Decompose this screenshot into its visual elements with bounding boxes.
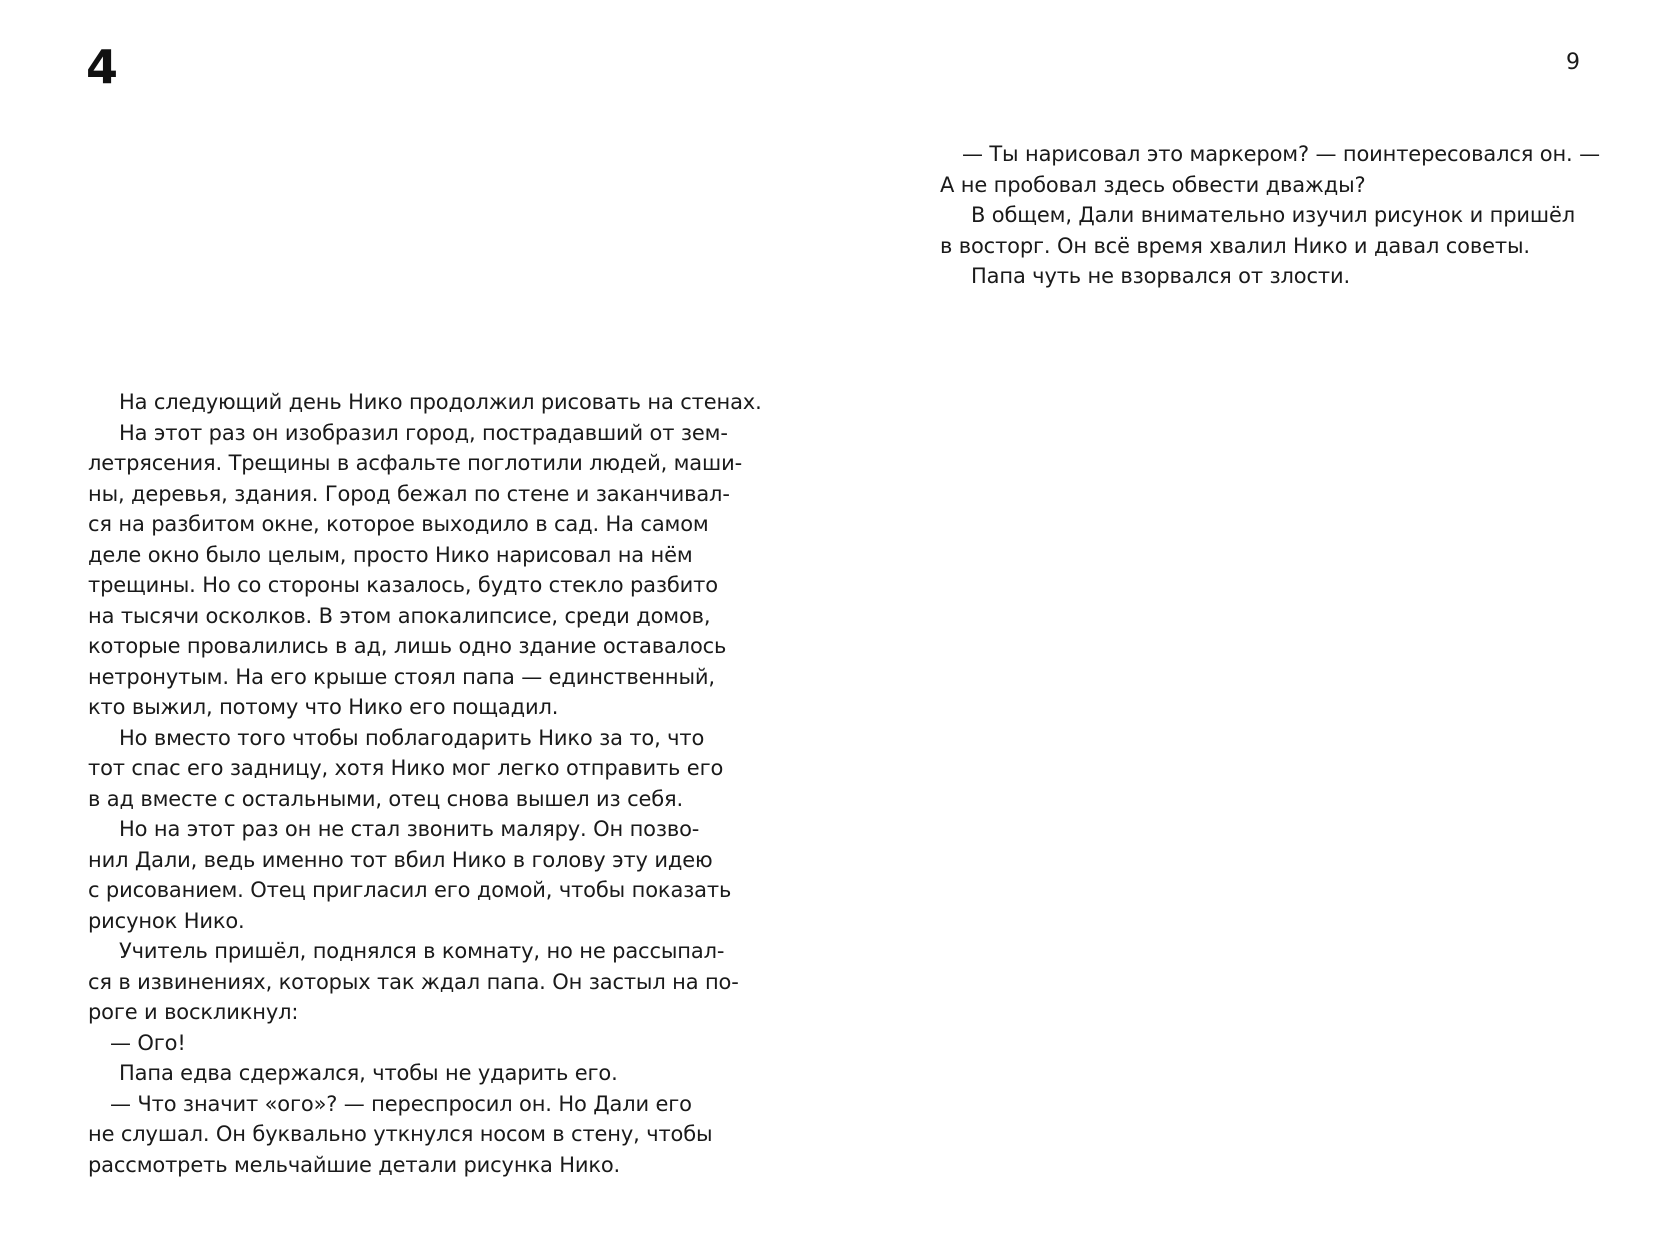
text-line: Но вместо того чтобы поблагодарить Нико за то, что (119, 725, 705, 750)
page-number: 9 (1566, 50, 1580, 75)
text-line: с рисованием. Отец пригласил его домой, чтобы показать (88, 878, 732, 902)
text-line: На этот раз он изобразил город, пострадавший от зем- (119, 420, 728, 445)
text-line: На следующий день Нико продолжил рисовать на стенах. (119, 390, 762, 414)
right-text-column (940, 139, 1600, 292)
text-line: кто выжил, потому что Нико его пощадил. (88, 695, 559, 719)
text-line: Папа едва сдержался, чтобы не ударить его. (119, 1061, 618, 1085)
text-line: А не пробовал здесь обвести дважды? (940, 172, 1366, 197)
text-line: в ад вместе с остальными, отец снова вышел из себя. (88, 786, 684, 811)
text-line: тот спас его задницу, хотя Нико мог легко отправить его (88, 756, 724, 780)
text-line: В общем, Дали внимательно изучил рисунок и пришёл (971, 203, 1575, 227)
text-line: трещины. Но со стороны казалось, будто стекло разбито (88, 573, 718, 597)
text-line: — Ого! (110, 1030, 186, 1055)
text-line: Учитель пришёл, поднялся в комнату, но не рассыпал- (119, 939, 725, 963)
text-line: — Что значит «ого»? — переспросил он. Но Дали его (110, 1091, 692, 1116)
text-line: Но на этот раз он не стал звонить маляру. Он позво- (119, 817, 700, 841)
text-line: ся в извинениях, которых так ждал папа. Он застыл на по- (88, 969, 739, 994)
text-line: летрясения. Трещины в асфальте поглотили людей, маши- (88, 451, 743, 475)
text-line: ны, деревья, здания. Город бежал по стене и заканчивал- (88, 481, 730, 506)
text-line: нил Дали, ведь именно тот вбил Нико в голову эту идею (88, 847, 713, 872)
left-text-column (88, 387, 762, 1180)
text-line: нетронутым. На его крыше стоял папа — единственный, (88, 664, 715, 689)
text-line: рассмотреть мельчайшие детали рисунка Нико. (88, 1152, 621, 1177)
text-line: которые провалились в ад, лишь одно здание оставалось (88, 634, 727, 658)
text-line: рисунок Нико. (88, 908, 245, 933)
text-line: не слушал. Он буквально уткнулся носом в стену, чтобы (88, 1122, 713, 1146)
text-line: — Ты нарисовал это маркером? — поинтересовался он. — (962, 142, 1600, 166)
text-line: роге и воскликнул: (88, 1000, 299, 1024)
text-line: деле окно было целым, просто Нико нарисовал на нём (88, 542, 693, 567)
text-line: в восторг. Он всё время хвалил Нико и давал советы. (940, 233, 1530, 258)
text-line: Папа чуть не взорвался от злости. (971, 264, 1350, 288)
text-line: ся на разбитом окне, которое выходило в сад. На самом (88, 512, 709, 536)
chapter-number: 4 (86, 40, 119, 94)
text-line: на тысячи осколков. В этом апокалипсисе, среди домов, (88, 603, 711, 628)
